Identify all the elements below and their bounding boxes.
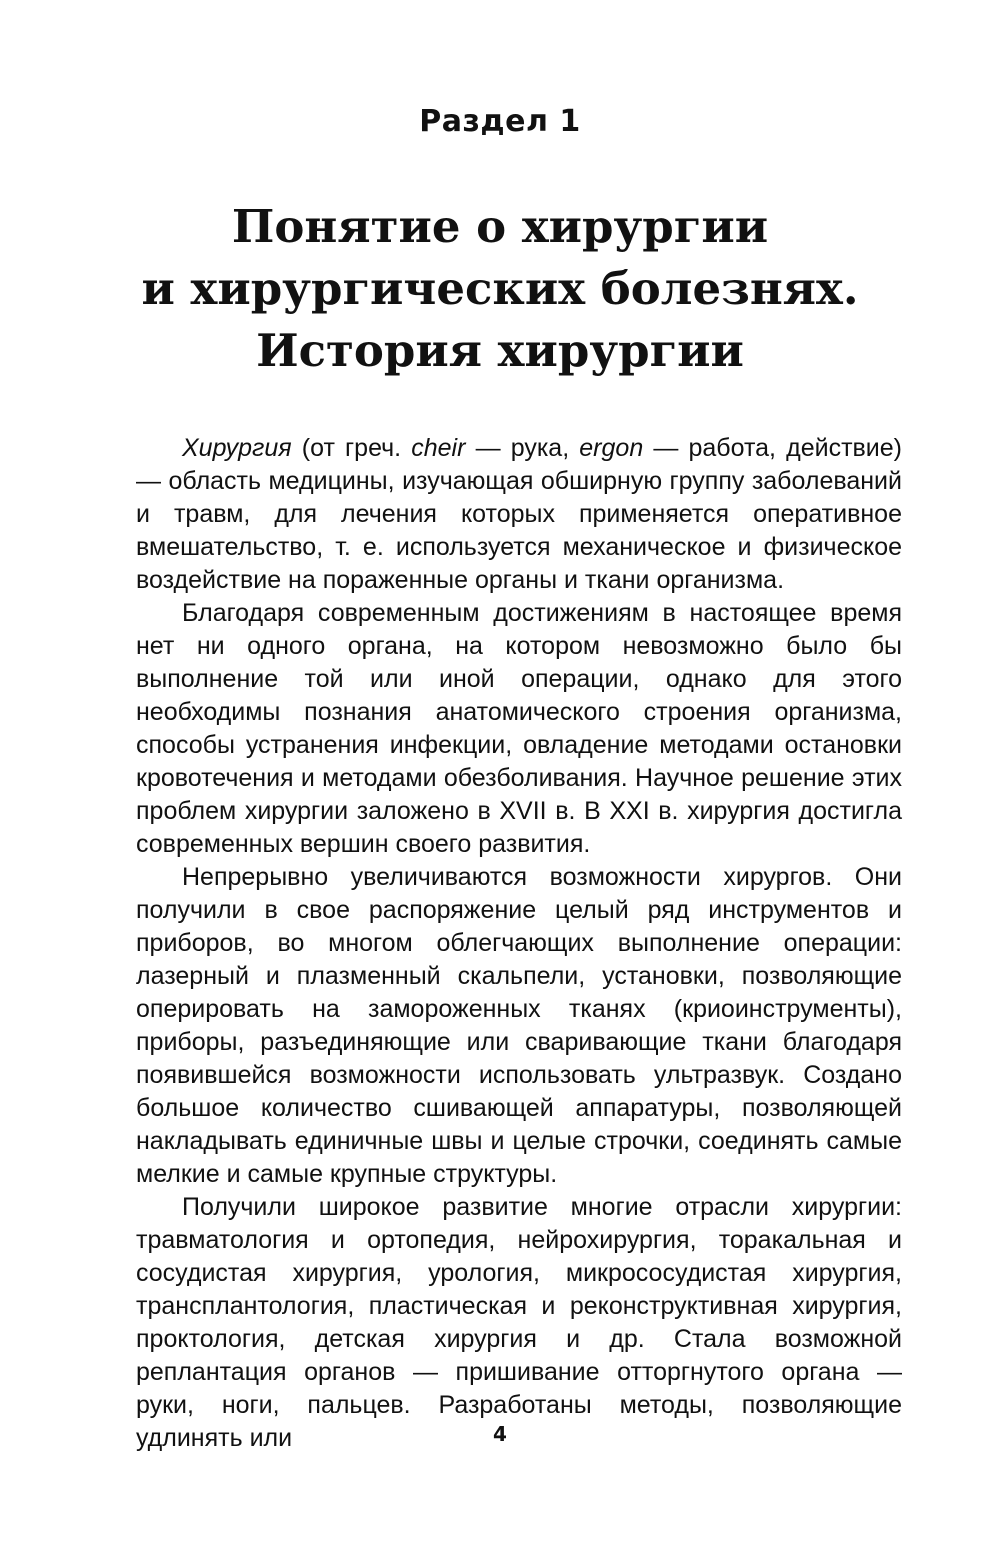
page-number: 4 [493,1422,507,1446]
p1-text-b: — рука, [465,434,580,462]
chapter-title-line-3: История хирургии [256,324,744,377]
term-surgery: Хирургия [182,434,292,462]
paragraph-3: Непрерывно увеличиваются возможности хирургов. Они получили в свое распоряжение целый ряд инструментов и приборов, во многом облегчающих выполнение операции: лазерный и плазменный скальпели, установки, позволяющие оперировать на замороженных тканях (криоинструменты), приборы, разъединяющие или сваривающие ткани благодаря появившейся возможности использовать ультразвук. Создано большое количество сшивающей аппаратуры, позволяющей накладывать единичные швы и целые строчки, соединять самые мелкие и самые крупные структуры. [136,863,902,1188]
greek-word-ergon: ergon [579,434,644,462]
p1-text-a: (от греч. [291,434,412,462]
body-text [136,432,902,1455]
p1-text-c: — работа, действие) — область медицины, изучающая обширную группу заболеваний и травм, для лечения которых применяется оперативное вмешательство, т. е. используется механическое и физическое воздействие на пораженные органы и ткани организма. [136,434,903,594]
greek-word-cheir: cheir [411,434,466,462]
paragraph-1 [136,432,902,597]
section-label: Раздел 1 [419,104,581,139]
paragraph-2: Благодаря современным достижениям в настоящее время нет ни одного органа, на котором невозможно было бы выполнение той или иной операции, однако для этого необходимы познания анатомического строения организма, способы устранения инфекции, овладение методами остановки кровотечения и методами обезболивания. Научное решение этих проблем хирургии заложено в XVII в. В XXI в. хирургия достигла современных вершин своего развития. [136,599,902,858]
chapter-title-line-2: и хирургических болезнях. [141,262,859,315]
paragraph-4: Получили широкое развитие многие отрасли хирургии: травматология и ортопедия, нейрохирургия, торакальная и сосудистая хирургия, урология, микрососудистая хирургия, трансплантология, пластическая и реконструктивная хирургия, проктология, детская хирургия и др. Стала возможной реплантация органов — пришивание отторгнутого органа — руки, ноги, пальцев. Разработаны методы, позволяющие удлинять или [136,1193,902,1452]
chapter-title-line-1: Понятие о хирургии [231,200,769,253]
chapter-title [100,196,900,382]
